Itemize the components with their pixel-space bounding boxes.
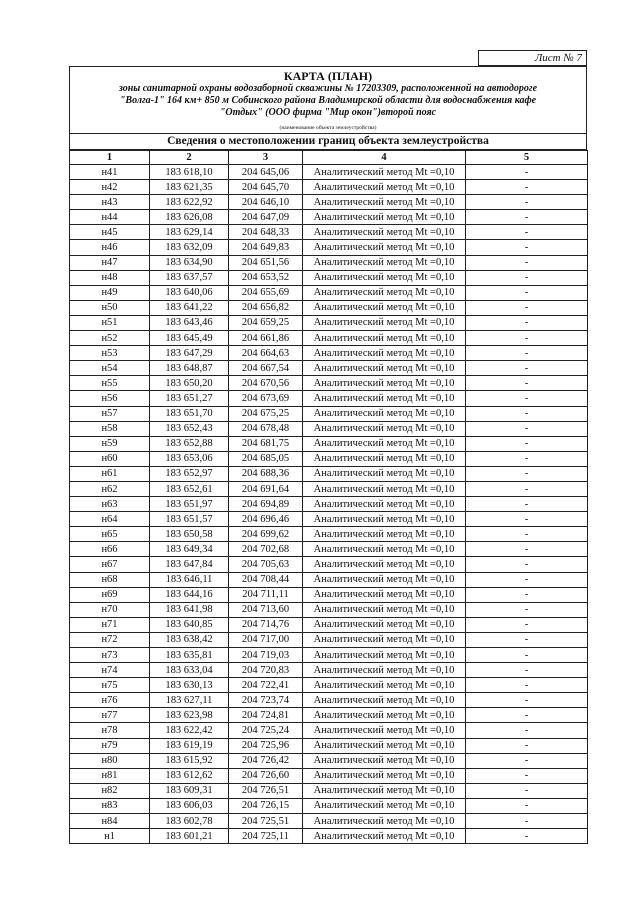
note-cell: -: [466, 391, 588, 406]
note-cell: -: [466, 421, 588, 436]
note-cell: -: [466, 406, 588, 421]
coordinate-x-cell: 183 652,97: [150, 466, 229, 481]
note-cell: -: [466, 376, 588, 391]
point-id-cell: н61: [70, 466, 150, 481]
point-id-cell: н70: [70, 602, 150, 617]
coordinate-x-cell: 183 601,21: [150, 829, 229, 844]
table-row: [70, 285, 588, 300]
coordinate-y-cell: 204 673,69: [229, 391, 303, 406]
table-row: [70, 436, 588, 451]
point-id-cell: н65: [70, 527, 150, 542]
table-row: [70, 240, 588, 255]
coordinate-y-cell: 204 723,74: [229, 693, 303, 708]
point-id-cell: н69: [70, 587, 150, 602]
method-cell: Аналитический метод Mt =0,10: [303, 346, 466, 361]
coordinate-x-cell: 183 609,31: [150, 783, 229, 798]
note-cell: -: [466, 240, 588, 255]
method-cell: Аналитический метод Mt =0,10: [303, 542, 466, 557]
coordinate-y-cell: 204 670,56: [229, 376, 303, 391]
method-cell: Аналитический метод Mt =0,10: [303, 421, 466, 436]
coordinate-y-cell: 204 661,86: [229, 331, 303, 346]
method-cell: Аналитический метод Mt =0,10: [303, 361, 466, 376]
coordinate-y-cell: 204 685,05: [229, 451, 303, 466]
point-id-cell: н45: [70, 225, 150, 240]
table-row: [70, 648, 588, 663]
note-cell: -: [466, 829, 588, 844]
coordinate-x-cell: 183 619,19: [150, 738, 229, 753]
table-row: [70, 466, 588, 481]
note-cell: -: [466, 527, 588, 542]
coordinate-x-cell: 183 646,11: [150, 572, 229, 587]
column-header: 3: [229, 151, 303, 165]
point-id-cell: н54: [70, 361, 150, 376]
note-cell: -: [466, 723, 588, 738]
point-id-cell: н59: [70, 436, 150, 451]
note-cell: -: [466, 497, 588, 512]
coordinate-y-cell: 204 647,09: [229, 210, 303, 225]
coordinate-x-cell: 183 622,92: [150, 195, 229, 210]
table-row: [70, 723, 588, 738]
point-id-cell: н66: [70, 542, 150, 557]
point-id-cell: н77: [70, 708, 150, 723]
coordinate-x-cell: 183 647,84: [150, 557, 229, 572]
method-cell: Аналитический метод Mt =0,10: [303, 210, 466, 225]
note-cell: -: [466, 798, 588, 813]
coordinate-x-cell: 183 653,06: [150, 451, 229, 466]
method-cell: Аналитический метод Mt =0,10: [303, 497, 466, 512]
coordinate-x-cell: 183 634,90: [150, 255, 229, 270]
coordinate-x-cell: 183 645,49: [150, 331, 229, 346]
coordinate-x-cell: 183 652,88: [150, 436, 229, 451]
note-cell: -: [466, 708, 588, 723]
table-row: [70, 542, 588, 557]
method-cell: Аналитический метод Mt =0,10: [303, 391, 466, 406]
table-row: [70, 165, 588, 180]
coordinate-x-cell: 183 652,61: [150, 481, 229, 496]
method-cell: Аналитический метод Mt =0,10: [303, 632, 466, 647]
table-row: [70, 406, 588, 421]
coordinate-y-cell: 204 681,75: [229, 436, 303, 451]
sheet-number: Лист № 7: [478, 50, 587, 66]
table-row: [70, 225, 588, 240]
coordinate-x-cell: 183 633,04: [150, 663, 229, 678]
method-cell: Аналитический метод Mt =0,10: [303, 165, 466, 180]
coordinate-y-cell: 204 667,54: [229, 361, 303, 376]
note-cell: -: [466, 663, 588, 678]
coordinate-x-cell: 183 606,03: [150, 798, 229, 813]
coordinate-y-cell: 204 711,11: [229, 587, 303, 602]
coordinate-x-cell: 183 652,43: [150, 421, 229, 436]
method-cell: Аналитический метод Mt =0,10: [303, 738, 466, 753]
document-header: [69, 66, 587, 134]
point-id-cell: н60: [70, 451, 150, 466]
coordinate-y-cell: 204 726,42: [229, 753, 303, 768]
note-cell: -: [466, 783, 588, 798]
point-id-cell: н73: [70, 648, 150, 663]
point-id-cell: н71: [70, 617, 150, 632]
method-cell: Аналитический метод Mt =0,10: [303, 376, 466, 391]
coordinate-y-cell: 204 649,83: [229, 240, 303, 255]
note-cell: -: [466, 814, 588, 829]
table-row: [70, 738, 588, 753]
table-row: [70, 180, 588, 195]
table-row: [70, 798, 588, 813]
coordinate-y-cell: 204 726,60: [229, 768, 303, 783]
coordinate-y-cell: 204 688,36: [229, 466, 303, 481]
coordinate-x-cell: 183 638,42: [150, 632, 229, 647]
method-cell: Аналитический метод Mt =0,10: [303, 587, 466, 602]
coordinate-y-cell: 204 720,83: [229, 663, 303, 678]
method-cell: Аналитический метод Mt =0,10: [303, 512, 466, 527]
method-cell: Аналитический метод Mt =0,10: [303, 270, 466, 285]
coordinate-y-cell: 204 726,15: [229, 798, 303, 813]
note-cell: -: [466, 210, 588, 225]
table-row: [70, 768, 588, 783]
coordinate-y-cell: 204 722,41: [229, 678, 303, 693]
coordinate-x-cell: 183 643,46: [150, 315, 229, 330]
coordinate-x-cell: 183 650,58: [150, 527, 229, 542]
coordinate-x-cell: 183 651,97: [150, 497, 229, 512]
method-cell: Аналитический метод Mt =0,10: [303, 300, 466, 315]
coordinate-x-cell: 183 630,13: [150, 678, 229, 693]
method-cell: Аналитический метод Mt =0,10: [303, 180, 466, 195]
section-title: Сведения о местоположении границ объекта землеустройства: [69, 134, 587, 150]
table-row: [70, 300, 588, 315]
note-cell: -: [466, 451, 588, 466]
method-cell: Аналитический метод Mt =0,10: [303, 331, 466, 346]
point-id-cell: н50: [70, 300, 150, 315]
point-id-cell: н52: [70, 331, 150, 346]
object-description-line-1: зоны санитарной охраны водозаборной скважины № 17203309, расположенной на автодороге: [118, 83, 538, 94]
coordinate-y-cell: 204 651,56: [229, 255, 303, 270]
point-id-cell: н81: [70, 768, 150, 783]
point-id-cell: н68: [70, 572, 150, 587]
note-cell: -: [466, 255, 588, 270]
note-cell: -: [466, 331, 588, 346]
table-row: [70, 376, 588, 391]
coordinate-y-cell: 204 699,62: [229, 527, 303, 542]
coordinate-x-cell: 183 644,16: [150, 587, 229, 602]
table-row: [70, 195, 588, 210]
method-cell: Аналитический метод Mt =0,10: [303, 708, 466, 723]
coordinate-y-cell: 204 696,46: [229, 512, 303, 527]
note-cell: -: [466, 466, 588, 481]
note-cell: -: [466, 693, 588, 708]
coordinate-y-cell: 204 664,63: [229, 346, 303, 361]
coordinate-x-cell: 183 627,11: [150, 693, 229, 708]
method-cell: Аналитический метод Mt =0,10: [303, 648, 466, 663]
method-cell: Аналитический метод Mt =0,10: [303, 602, 466, 617]
method-cell: Аналитический метод Mt =0,10: [303, 617, 466, 632]
column-header: 2: [150, 151, 229, 165]
coordinate-y-cell: 204 694,89: [229, 497, 303, 512]
method-cell: Аналитический метод Mt =0,10: [303, 225, 466, 240]
coordinate-y-cell: 204 713,60: [229, 602, 303, 617]
note-cell: -: [466, 285, 588, 300]
point-id-cell: н83: [70, 798, 150, 813]
method-cell: Аналитический метод Mt =0,10: [303, 451, 466, 466]
coordinate-y-cell: 204 725,51: [229, 814, 303, 829]
coordinate-x-cell: 183 651,27: [150, 391, 229, 406]
coordinate-x-cell: 183 635,81: [150, 648, 229, 663]
point-id-cell: н43: [70, 195, 150, 210]
note-cell: -: [466, 225, 588, 240]
table-row: [70, 693, 588, 708]
coordinate-x-cell: 183 640,85: [150, 617, 229, 632]
point-id-cell: н79: [70, 738, 150, 753]
method-cell: Аналитический метод Mt =0,10: [303, 829, 466, 844]
coordinate-y-cell: 204 708,44: [229, 572, 303, 587]
point-id-cell: н55: [70, 376, 150, 391]
coordinate-y-cell: 204 656,82: [229, 300, 303, 315]
column-header: 4: [303, 151, 466, 165]
note-cell: -: [466, 753, 588, 768]
point-id-cell: н42: [70, 180, 150, 195]
note-cell: -: [466, 300, 588, 315]
object-description-line-3: "Отдых" (ООО фирма "Мир окон")второй пояс: [219, 107, 437, 118]
table-row: [70, 557, 588, 572]
table-row: [70, 255, 588, 270]
table-row: [70, 331, 588, 346]
note-cell: -: [466, 617, 588, 632]
point-id-cell: н84: [70, 814, 150, 829]
coordinate-y-cell: 204 653,52: [229, 270, 303, 285]
method-cell: Аналитический метод Mt =0,10: [303, 557, 466, 572]
table-row: [70, 632, 588, 647]
coordinate-x-cell: 183 615,92: [150, 753, 229, 768]
note-cell: -: [466, 195, 588, 210]
coordinate-y-cell: 204 691,64: [229, 481, 303, 496]
coordinate-x-cell: 183 622,42: [150, 723, 229, 738]
coordinate-x-cell: 183 621,35: [150, 180, 229, 195]
coordinate-x-cell: 183 623,98: [150, 708, 229, 723]
point-id-cell: н76: [70, 693, 150, 708]
document-title: КАРТА (ПЛАН): [283, 69, 373, 83]
coordinate-x-cell: 183 641,22: [150, 300, 229, 315]
method-cell: Аналитический метод Mt =0,10: [303, 723, 466, 738]
table-row: [70, 783, 588, 798]
point-id-cell: н41: [70, 165, 150, 180]
method-cell: Аналитический метод Mt =0,10: [303, 195, 466, 210]
table-row: [70, 587, 588, 602]
table-row: [70, 421, 588, 436]
note-cell: -: [466, 738, 588, 753]
table-row: [70, 617, 588, 632]
table-row: [70, 512, 588, 527]
point-id-cell: н58: [70, 421, 150, 436]
coordinate-y-cell: 204 725,24: [229, 723, 303, 738]
coordinate-x-cell: 183 650,20: [150, 376, 229, 391]
column-header: 5: [466, 151, 588, 165]
coordinate-x-cell: 183 618,10: [150, 165, 229, 180]
table-row: [70, 572, 588, 587]
coordinate-y-cell: 204 678,48: [229, 421, 303, 436]
note-cell: -: [466, 315, 588, 330]
note-cell: -: [466, 768, 588, 783]
method-cell: Аналитический метод Mt =0,10: [303, 240, 466, 255]
point-id-cell: н62: [70, 481, 150, 496]
note-cell: -: [466, 361, 588, 376]
table-row: [70, 753, 588, 768]
note-cell: -: [466, 436, 588, 451]
coordinate-y-cell: 204 726,51: [229, 783, 303, 798]
method-cell: Аналитический метод Mt =0,10: [303, 753, 466, 768]
method-cell: Аналитический метод Mt =0,10: [303, 527, 466, 542]
method-cell: Аналитический метод Mt =0,10: [303, 255, 466, 270]
coordinate-y-cell: 204 702,68: [229, 542, 303, 557]
note-cell: -: [466, 557, 588, 572]
method-cell: Аналитический метод Mt =0,10: [303, 466, 466, 481]
coordinate-y-cell: 204 719,03: [229, 648, 303, 663]
note-cell: -: [466, 602, 588, 617]
point-id-cell: н47: [70, 255, 150, 270]
table-row: [70, 829, 588, 844]
table-row: [70, 210, 588, 225]
point-id-cell: н1: [70, 829, 150, 844]
note-cell: -: [466, 512, 588, 527]
point-id-cell: н78: [70, 723, 150, 738]
point-id-cell: н44: [70, 210, 150, 225]
coordinate-x-cell: 183 637,57: [150, 270, 229, 285]
point-id-cell: н72: [70, 632, 150, 647]
method-cell: Аналитический метод Mt =0,10: [303, 663, 466, 678]
coordinate-y-cell: 204 725,96: [229, 738, 303, 753]
coordinate-x-cell: 183 629,14: [150, 225, 229, 240]
note-cell: -: [466, 346, 588, 361]
method-cell: Аналитический метод Mt =0,10: [303, 678, 466, 693]
point-id-cell: н64: [70, 512, 150, 527]
table-row: [70, 602, 588, 617]
method-cell: Аналитический метод Mt =0,10: [303, 693, 466, 708]
table-row: [70, 708, 588, 723]
coordinate-x-cell: 183 640,06: [150, 285, 229, 300]
point-id-cell: н74: [70, 663, 150, 678]
coordinate-x-cell: 183 612,62: [150, 768, 229, 783]
method-cell: Аналитический метод Mt =0,10: [303, 481, 466, 496]
table-row: [70, 361, 588, 376]
point-id-cell: н48: [70, 270, 150, 285]
note-cell: -: [466, 180, 588, 195]
note-cell: -: [466, 165, 588, 180]
coordinate-y-cell: 204 645,70: [229, 180, 303, 195]
coordinate-x-cell: 183 651,70: [150, 406, 229, 421]
object-caption: (наименование объекта землеустройства): [279, 125, 377, 131]
table-row: [70, 497, 588, 512]
coordinate-y-cell: 204 725,11: [229, 829, 303, 844]
point-id-cell: н75: [70, 678, 150, 693]
coordinate-y-cell: 204 648,33: [229, 225, 303, 240]
coordinate-x-cell: 183 649,34: [150, 542, 229, 557]
coordinate-y-cell: 204 714,76: [229, 617, 303, 632]
table-header-row: [70, 151, 588, 165]
coordinate-x-cell: 183 602,78: [150, 814, 229, 829]
point-id-cell: н46: [70, 240, 150, 255]
table-row: [70, 270, 588, 285]
point-id-cell: н57: [70, 406, 150, 421]
table-row: [70, 663, 588, 678]
table-row: [70, 814, 588, 829]
method-cell: Аналитический метод Mt =0,10: [303, 768, 466, 783]
table-row: [70, 391, 588, 406]
note-cell: -: [466, 572, 588, 587]
point-id-cell: н63: [70, 497, 150, 512]
point-id-cell: н49: [70, 285, 150, 300]
coordinate-y-cell: 204 646,10: [229, 195, 303, 210]
method-cell: Аналитический метод Mt =0,10: [303, 285, 466, 300]
note-cell: -: [466, 678, 588, 693]
coordinate-x-cell: 183 641,98: [150, 602, 229, 617]
note-cell: -: [466, 542, 588, 557]
coordinate-y-cell: 204 724,81: [229, 708, 303, 723]
coordinate-x-cell: 183 632,09: [150, 240, 229, 255]
point-id-cell: н82: [70, 783, 150, 798]
note-cell: -: [466, 632, 588, 647]
table-body: [70, 165, 588, 844]
coordinate-y-cell: 204 717,00: [229, 632, 303, 647]
coordinate-x-cell: 183 647,29: [150, 346, 229, 361]
point-id-cell: н51: [70, 315, 150, 330]
method-cell: Аналитический метод Mt =0,10: [303, 814, 466, 829]
note-cell: -: [466, 270, 588, 285]
method-cell: Аналитический метод Mt =0,10: [303, 572, 466, 587]
boundary-coordinates-table: [69, 150, 588, 844]
table-row: [70, 527, 588, 542]
table-row: [70, 451, 588, 466]
method-cell: Аналитический метод Mt =0,10: [303, 798, 466, 813]
coordinate-y-cell: 204 705,63: [229, 557, 303, 572]
method-cell: Аналитический метод Mt =0,10: [303, 406, 466, 421]
table-row: [70, 315, 588, 330]
coordinate-y-cell: 204 675,25: [229, 406, 303, 421]
method-cell: Аналитический метод Mt =0,10: [303, 783, 466, 798]
object-description-line-2: "Волга-1" 164 км+ 850 м Собинского района Владимирской области для водоснабжения кафе: [119, 95, 537, 106]
coordinate-y-cell: 204 645,06: [229, 165, 303, 180]
coordinate-x-cell: 183 626,08: [150, 210, 229, 225]
coordinate-y-cell: 204 659,25: [229, 315, 303, 330]
point-id-cell: н53: [70, 346, 150, 361]
column-header: 1: [70, 151, 150, 165]
note-cell: -: [466, 648, 588, 663]
note-cell: -: [466, 481, 588, 496]
coordinate-x-cell: 183 648,87: [150, 361, 229, 376]
table-row: [70, 346, 588, 361]
point-id-cell: н80: [70, 753, 150, 768]
point-id-cell: н56: [70, 391, 150, 406]
table-row: [70, 678, 588, 693]
coordinate-y-cell: 204 655,69: [229, 285, 303, 300]
table-row: [70, 481, 588, 496]
method-cell: Аналитический метод Mt =0,10: [303, 315, 466, 330]
point-id-cell: н67: [70, 557, 150, 572]
method-cell: Аналитический метод Mt =0,10: [303, 436, 466, 451]
note-cell: -: [466, 587, 588, 602]
coordinate-x-cell: 183 651,57: [150, 512, 229, 527]
